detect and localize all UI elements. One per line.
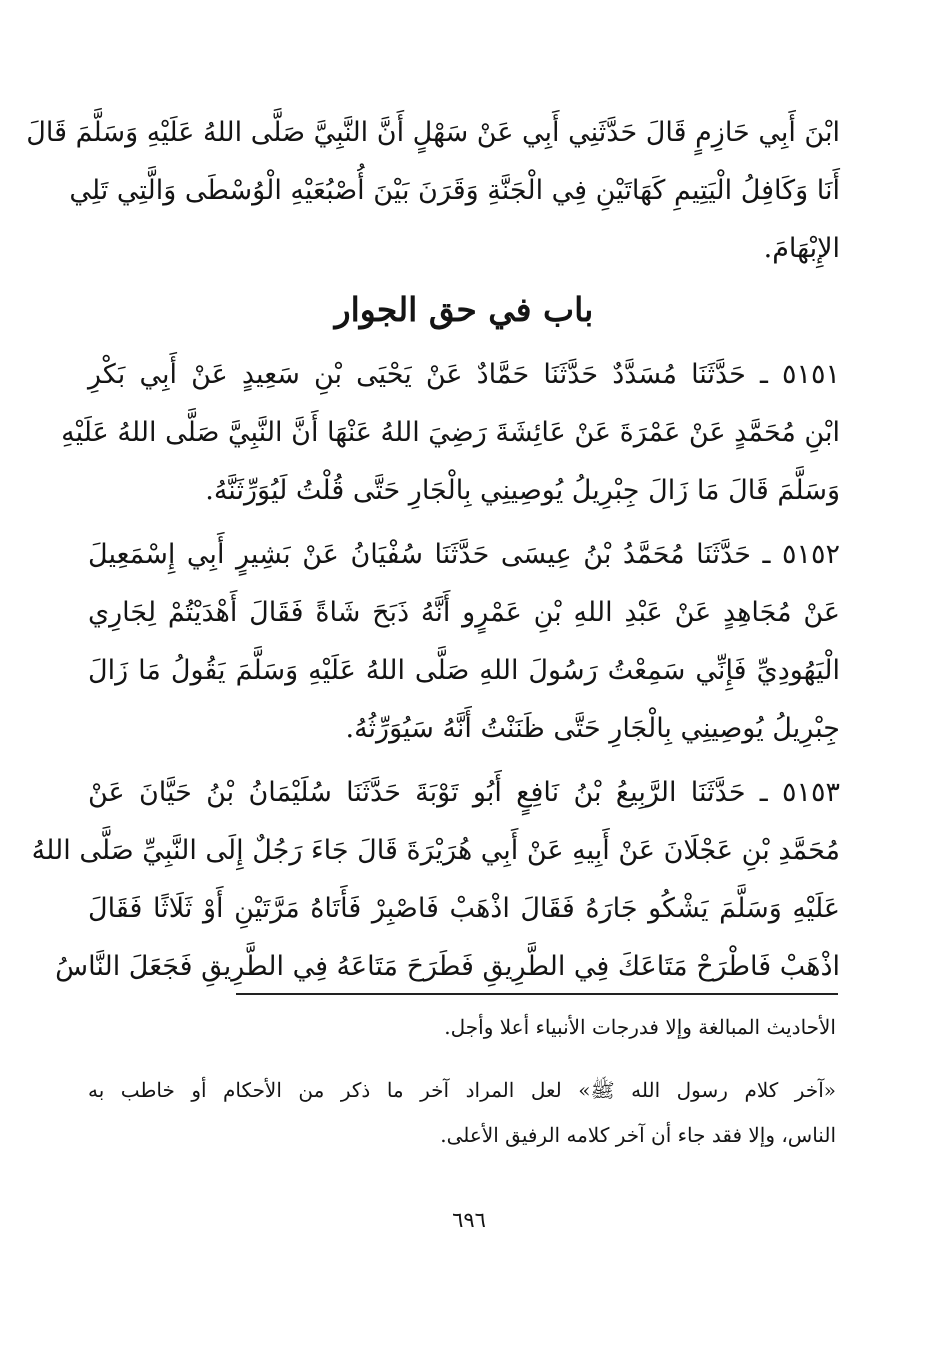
text-line: أَنَا وَكَافِلُ الْيَتِيمِ كَهَاتَيْنِ فِي الْجَنَّةِ وَقَرَنَ بَيْنَ أُصْبُعَيْهِ الْوُسْطَى وَالَّتِي تَلِي	[69, 175, 840, 206]
main-text	[26, 104, 840, 996]
footnote-divider	[236, 993, 838, 995]
page-number: ٦٩٦	[452, 1208, 486, 1232]
footnote-line: الأحاديث المبالغة وإلا فدرجات الأنبياء أعلا وأجل.	[444, 1015, 836, 1039]
text-line: ٥١٥٢ ـ حَدَّثَنَا مُحَمَّدُ بْنُ عِيسَى حَدَّثَنَا سُفْيَانُ عَنْ بَشِيرٍ أَبِي إِسْمَعِيلَ	[88, 539, 840, 570]
footnote-line: «آخر كلام رسول الله ﷺ» لعل المراد آخر ما ذكر من الأحكام أو خاطب به	[88, 1078, 836, 1102]
text-line: ٥١٥١ ـ حَدَّثَنَا مُسَدَّدٌ حَدَّثَنَا حَمَّادٌ عَنْ يَحْيَى بْنِ سَعِيدٍ عَنْ أَبِي بَكْرِ	[88, 359, 840, 390]
hadith-5151	[61, 346, 840, 520]
footnote-1	[88, 1005, 836, 1050]
text-line: اذْهَبْ فَاطْرَحْ مَتَاعَكَ فِي الطَّرِيقِ فَطَرَحَ مَتَاعَهُ فِي الطَّرِيقِ فَجَعَلَ النَّاسُ	[55, 951, 840, 982]
footnote-line: الناس، وإلا فقد جاء أن آخر كلامه الرفيق الأعلى.	[440, 1123, 836, 1147]
hadith-5153	[31, 764, 840, 996]
text-line: عَنْ مُجَاهِدٍ عَنْ عَبْدِ اللهِ بْنِ عَمْرٍو أَنَّهُ ذَبَحَ شَاةً فَقَالَ أَهْدَيْتُمْ لِجَارِي	[88, 597, 840, 628]
text-line: الإِبْهَامَ.	[763, 233, 840, 264]
text-line: الْيَهُودِيِّ فَإِنِّي سَمِعْتُ رَسُولَ اللهِ صَلَّى اللهُ عَلَيْهِ وَسَلَّمَ يَقُولُ مَا زَالَ	[88, 655, 840, 686]
text-line: عَلَيْهِ وَسَلَّمَ يَشْكُو جَارَهُ فَقَالَ اذْهَبْ فَاصْبِرْ فَأَتَاهُ مَرَّتَيْنِ أَوْ ثَلَاثًا فَقَالَ	[88, 893, 840, 924]
footnotes	[88, 1005, 836, 1158]
footnote-2	[88, 1068, 836, 1158]
text-line: جِبْرِيلُ يُوصِينِي بِالْجَارِ حَتَّى ظَنَنْتُ أَنَّهُ سَيُوَرِّثُهُ.	[345, 713, 840, 744]
text-line: ابْنَ أَبِي حَازِمٍ قَالَ حَدَّثَنِي أَبِي عَنْ سَهْلٍ أَنَّ النَّبِيَّ صَلَّى اللهُ عَلَيْهِ وَسَلَّمَ قَالَ	[26, 117, 840, 148]
text-line: ٥١٥٣ ـ حَدَّثَنَا الرَّبِيعُ بْنُ نَافِعٍ أَبُو تَوْبَةَ حَدَّثَنَا سُلَيْمَانُ بْنُ حَيَّانَ عَنْ	[88, 777, 840, 808]
chapter-heading: باب في حق الجوار	[334, 290, 594, 329]
intro-passage	[26, 104, 840, 278]
text-line: مُحَمَّدِ بْنِ عَجْلَانَ عَنْ أَبِيهِ عَنْ أَبِي هُرَيْرَةَ قَالَ جَاءَ رَجُلٌ إِلَى النَّبِيِّ صَلَّى اللهُ	[31, 835, 840, 866]
text-line: وَسَلَّمَ قَالَ مَا زَالَ جِبْرِيلُ يُوصِينِي بِالْجَارِ حَتَّى قُلْتُ لَيُوَرِّثَنَّهُ.	[205, 475, 840, 506]
text-line: ابْنِ مُحَمَّدٍ عَنْ عَمْرَةَ عَنْ عَائِشَةَ رَضِيَ اللهُ عَنْهَا أَنَّ النَّبِيَّ صَلَّى اللهُ عَلَيْهِ	[61, 417, 840, 448]
hadith-5152	[88, 526, 840, 758]
